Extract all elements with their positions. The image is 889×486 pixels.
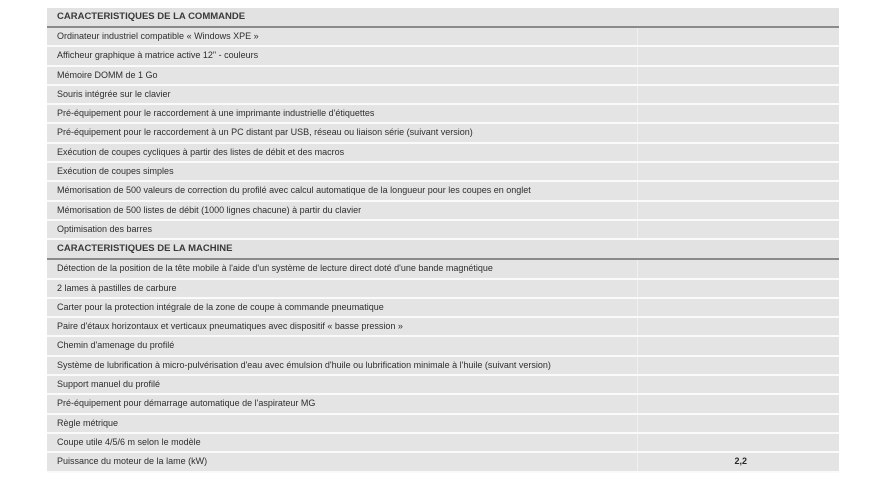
row-value	[638, 357, 839, 374]
row-value	[638, 318, 839, 335]
row-value	[638, 86, 839, 103]
table-row	[47, 28, 839, 47]
row-label: Paire d'étaux horizontaux et verticaux pneumatiques avec dispositif « basse pression »	[57, 321, 403, 332]
row-label: Coupe utile 4/5/6 m selon le modèle	[57, 436, 201, 447]
table-row	[47, 357, 839, 376]
table-row	[47, 395, 839, 414]
row-value	[638, 67, 839, 84]
table-row	[47, 202, 839, 221]
row-label: Détection de la position de la tête mobile à l'aide d'un système de lecture direct doté d'une bande magnétique	[57, 263, 493, 274]
row-value	[638, 47, 839, 64]
row-label: Mémorisation de 500 listes de débit (1000 lignes chacune) à partir du clavier	[57, 204, 362, 215]
row-value	[638, 182, 839, 199]
row-value	[638, 163, 839, 180]
section-header-command: CARACTERISTIQUES DE LA COMMANDE	[47, 8, 839, 28]
row-value	[638, 376, 839, 393]
section-header-machine: CARACTERISTIQUES DE LA MACHINE	[47, 240, 839, 260]
row-label: Support manuel du profilé	[57, 379, 161, 390]
table-row	[47, 124, 839, 143]
row-value	[638, 105, 839, 122]
row-label: Exécution de coupes cycliques à partir des listes de débit et des macros	[57, 146, 345, 157]
table-row	[47, 415, 839, 434]
row-value	[638, 395, 839, 412]
table-row	[47, 280, 839, 299]
table-row	[47, 453, 839, 472]
row-value	[638, 260, 839, 277]
row-label: Puissance du moteur de la lame (kW)	[57, 456, 208, 467]
row-value	[638, 299, 839, 316]
table-row	[47, 182, 839, 201]
table-row	[47, 299, 839, 318]
row-value	[638, 280, 839, 297]
row-label: Mémoire DOMM de 1 Go	[57, 69, 158, 80]
row-value	[638, 144, 839, 161]
row-label: Pré-équipement pour démarrage automatique de l'aspirateur MG	[57, 398, 316, 409]
table-row	[47, 260, 839, 279]
row-label: Exécution de coupes simples	[57, 166, 174, 177]
row-label: Ordinateur industriel compatible « Windows XPE »	[57, 31, 259, 41]
table-row	[47, 47, 839, 66]
row-label: Pré-équipement pour le raccordement à une imprimante industrielle d'étiquettes	[57, 108, 375, 119]
table-row	[47, 105, 839, 124]
table-row	[47, 318, 839, 337]
row-label: Carter pour la protection intégrale de la zone de coupe à commande pneumatique	[57, 301, 384, 312]
table-row	[47, 221, 839, 240]
row-label: Chemin d'amenage du profilé	[57, 340, 175, 351]
row-label: Optimisation des barres	[57, 223, 153, 234]
row-label: Système de lubrification à micro-pulvérisation d'eau avec émulsion d'huile ou lubrification minimale à l'huile (suivant version)	[57, 359, 551, 370]
row-label: Mémorisation de 500 valeurs de correction du profilé avec calcul automatique de la longueur pour les coupes en onglet	[57, 185, 531, 196]
row-value	[638, 434, 839, 451]
row-value: 2,2	[734, 456, 747, 467]
table-row	[47, 86, 839, 105]
row-label: 2 lames à pastilles de carbure	[57, 282, 177, 293]
row-value	[638, 202, 839, 219]
spec-table	[47, 8, 839, 478]
table-row	[47, 144, 839, 163]
table-row	[47, 376, 839, 395]
row-value	[638, 124, 839, 141]
row-value	[638, 221, 839, 238]
table-row	[47, 434, 839, 453]
row-value	[638, 415, 839, 432]
table-row	[47, 163, 839, 182]
row-label: Règle métrique	[57, 417, 119, 428]
row-label: Souris intégrée sur le clavier	[57, 88, 171, 99]
row-label: Afficheur graphique à matrice active 12" - couleurs	[57, 50, 259, 61]
row-value	[638, 337, 839, 354]
table-row	[47, 337, 839, 356]
table-row	[47, 67, 839, 86]
row-label: Pré-équipement pour le raccordement à un PC distant par USB, réseau ou liaison série (suivant version)	[57, 127, 473, 138]
row-value	[638, 28, 839, 45]
